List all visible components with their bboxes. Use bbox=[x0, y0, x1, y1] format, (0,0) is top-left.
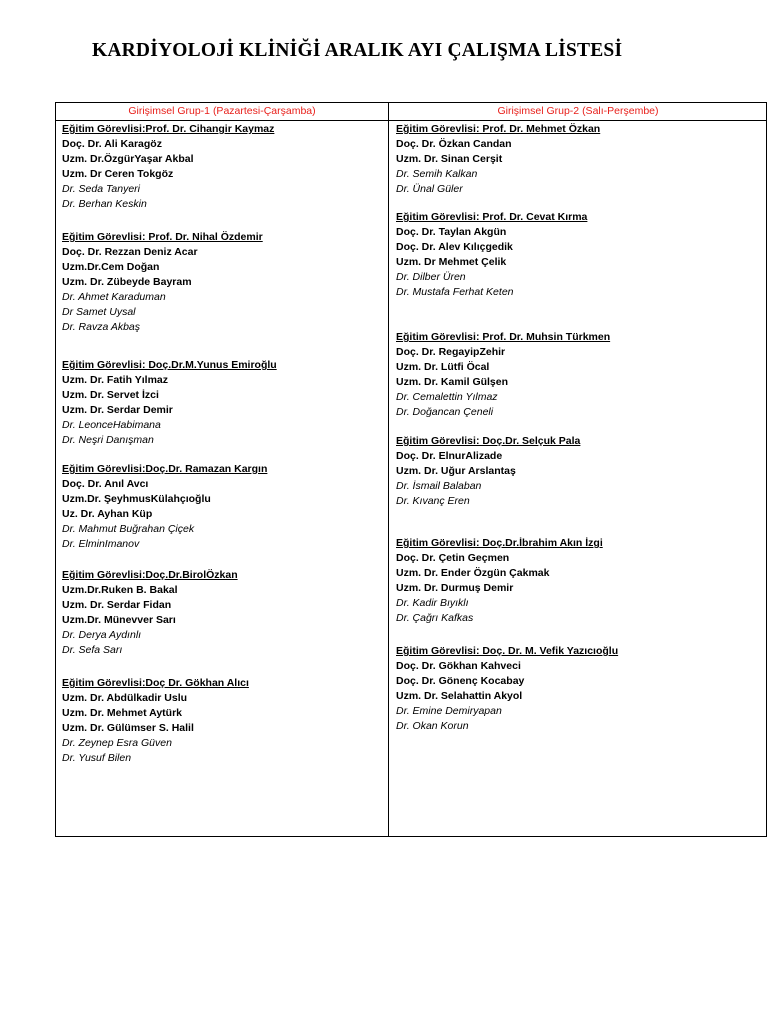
team-member: Dr. Yusuf Bilen bbox=[62, 752, 132, 764]
team-member: Uzm. Dr. Selahattin Akyol bbox=[396, 690, 523, 702]
team-lead: Eğitim Görevlisi:Doç Dr. Gökhan Alıcı bbox=[62, 677, 249, 689]
team-member: Dr. Cemalettin Yılmaz bbox=[396, 391, 498, 403]
team-member: Uzm. Dr. Serdar Fidan bbox=[62, 599, 172, 611]
team-member: Uzm. Dr. Ender Özgün Çakmak bbox=[396, 567, 550, 579]
team-lead: Eğitim Görevlisi: Prof. Dr. Cevat Kırma bbox=[396, 211, 588, 223]
team-member: Doç. Dr. Gönenç Kocabay bbox=[396, 675, 525, 687]
team-member: Uzm. Dr. Abdülkadir Uslu bbox=[62, 692, 188, 704]
team-member: Dr. Ünal Güler bbox=[396, 183, 463, 195]
team-lead: Eğitim Görevlisi: Doç.Dr.İbrahim Akın İzgi bbox=[396, 537, 603, 549]
team-member: Uzm. Dr. Gülümser S. Halil bbox=[62, 722, 194, 734]
team-member: Dr. Berhan Keskin bbox=[62, 198, 147, 210]
team-member: Uz. Dr. Ayhan Küp bbox=[62, 508, 153, 520]
team-block bbox=[396, 434, 762, 509]
team-member: Uzm.Dr. ŞeyhmusKülahçıoğlu bbox=[62, 493, 211, 505]
team-member: Dr. Mahmut Buğrahan Çiçek bbox=[62, 523, 195, 535]
team-member: Uzm. Dr.ÖzgürYaşar Akbal bbox=[62, 153, 194, 165]
team-member: Dr. Okan Korun bbox=[396, 720, 469, 732]
team-lead: Eğitim Görevlisi: Doç.Dr.M.Yunus Emiroğlu bbox=[62, 359, 277, 371]
document-title: KARDİYOLOJİ KLİNİĞİ ARALIK AYI ÇALIŞMA LİSTESİ bbox=[92, 40, 623, 61]
team-member: Doç. Dr. Ali Karagöz bbox=[62, 138, 162, 150]
team-member: Uzm. Dr. Lütfi Öcal bbox=[396, 361, 490, 373]
team-lead: Eğitim Görevlisi:Doç.Dr. Ramazan Kargın bbox=[62, 463, 268, 475]
team-member: Uzm.Dr.Ruken B. Bakal bbox=[62, 584, 178, 596]
team-member: Dr. Seda Tanyeri bbox=[62, 183, 141, 195]
team-member: Dr. İsmail Balaban bbox=[396, 480, 482, 492]
team-lead: Eğitim Görevlisi:Prof. Dr. Cihangir Kaymaz bbox=[62, 123, 275, 135]
team-member: Dr. Kadir Bıyıklı bbox=[396, 597, 469, 609]
team-block bbox=[62, 358, 384, 448]
group-2-header: Girişimsel Grup-2 (Salı-Perşembe) bbox=[497, 105, 659, 117]
team-member: Dr. Zeynep Esra Güven bbox=[62, 737, 172, 749]
team-member: Doç. Dr. Gökhan Kahveci bbox=[396, 660, 521, 672]
group-1-header: Girişimsel Grup-1 (Pazartesi-Çarşamba) bbox=[128, 105, 316, 117]
team-member: Uzm. Dr Mehmet Çelik bbox=[396, 256, 507, 268]
team-member: Uzm. Dr. Mehmet Aytürk bbox=[62, 707, 182, 719]
team-member: Doç. Dr. Taylan Akgün bbox=[396, 226, 507, 238]
team-lead: Eğitim Görevlisi:Doç.Dr.BirolÖzkan bbox=[62, 569, 238, 581]
team-block bbox=[62, 568, 384, 658]
team-block bbox=[62, 462, 384, 552]
team-member: Uzm. Dr. Fatih Yılmaz bbox=[62, 374, 168, 386]
team-block bbox=[396, 122, 762, 197]
team-member: Dr. Kıvanç Eren bbox=[396, 495, 470, 507]
team-member: Dr. Sefa Sarı bbox=[62, 644, 123, 656]
team-member: Uzm.Dr.Cem Doğan bbox=[62, 261, 160, 273]
team-member: Dr. Semih Kalkan bbox=[396, 168, 478, 180]
team-member: Uzm. Dr Ceren Tokgöz bbox=[62, 168, 174, 180]
team-member: Dr. Ravza Akbaş bbox=[62, 321, 140, 333]
team-member: Doç. Dr. Çetin Geçmen bbox=[396, 552, 510, 564]
team-lead: Eğitim Görevlisi: Prof. Dr. Nihal Özdemir bbox=[62, 231, 263, 243]
team-block bbox=[396, 210, 762, 300]
team-lead: Eğitim Görevlisi: Prof. Dr. Muhsin Türkmen bbox=[396, 331, 611, 343]
team-member: Dr. LeonceHabimana bbox=[62, 419, 161, 431]
team-member: Dr. Emine Demiryapan bbox=[396, 705, 502, 717]
team-lead: Eğitim Görevlisi: Doç.Dr. Selçuk Pala bbox=[396, 435, 581, 447]
team-member: Doç. Dr. Alev Kılıçgedik bbox=[396, 241, 513, 253]
team-member: Dr. Derya Aydınlı bbox=[62, 629, 142, 641]
team-block bbox=[62, 122, 384, 212]
team-member: Doç. Dr. Özkan Candan bbox=[396, 138, 512, 150]
team-member: Dr. Doğancan Çeneli bbox=[396, 406, 494, 418]
team-member: Uzm.Dr. Münevver Sarı bbox=[62, 614, 176, 626]
team-member: Dr. Dilber Üren bbox=[396, 271, 466, 283]
team-member: Dr. Neşri Danışman bbox=[62, 434, 154, 446]
team-block bbox=[396, 330, 762, 420]
team-member: Doç. Dr. ElnurAlizade bbox=[396, 450, 503, 462]
team-member: Doç. Dr. Rezzan Deniz Acar bbox=[62, 246, 198, 258]
team-member: Uzm. Dr. Kamil Gülşen bbox=[396, 376, 509, 388]
team-member: Uzm. Dr. Serdar Demir bbox=[62, 404, 173, 416]
team-member: Dr. Mustafa Ferhat Keten bbox=[396, 286, 514, 298]
team-member: Uzm. Dr. Uğur Arslantaş bbox=[396, 465, 516, 477]
column-divider bbox=[388, 103, 389, 836]
team-member: Uzm. Dr. Durmuş Demir bbox=[396, 582, 514, 594]
team-block bbox=[62, 676, 384, 766]
team-member: Uzm. Dr. Zübeyde Bayram bbox=[62, 276, 192, 288]
team-member: Dr. Ahmet Karaduman bbox=[62, 291, 166, 303]
team-member: Uzm. Dr. Servet İzci bbox=[62, 389, 159, 401]
team-member: Dr. ElminImanov bbox=[62, 538, 140, 550]
team-lead: Eğitim Görevlisi: Prof. Dr. Mehmet Özkan bbox=[396, 123, 601, 135]
team-block bbox=[62, 230, 384, 335]
team-member: Uzm. Dr. Sinan Cerşit bbox=[396, 153, 503, 165]
roster-table bbox=[55, 102, 767, 837]
team-block bbox=[396, 536, 762, 626]
team-member: Doç. Dr. RegayipZehir bbox=[396, 346, 506, 358]
team-member: Dr. Çağrı Kafkas bbox=[396, 612, 474, 624]
header-divider bbox=[56, 120, 766, 121]
team-block bbox=[396, 644, 762, 734]
team-member: Doç. Dr. Anıl Avcı bbox=[62, 478, 149, 490]
team-member: Dr Samet Uysal bbox=[62, 306, 136, 318]
team-lead: Eğitim Görevlisi: Doç. Dr. M. Vefik Yazıcıoğlu bbox=[396, 645, 619, 657]
